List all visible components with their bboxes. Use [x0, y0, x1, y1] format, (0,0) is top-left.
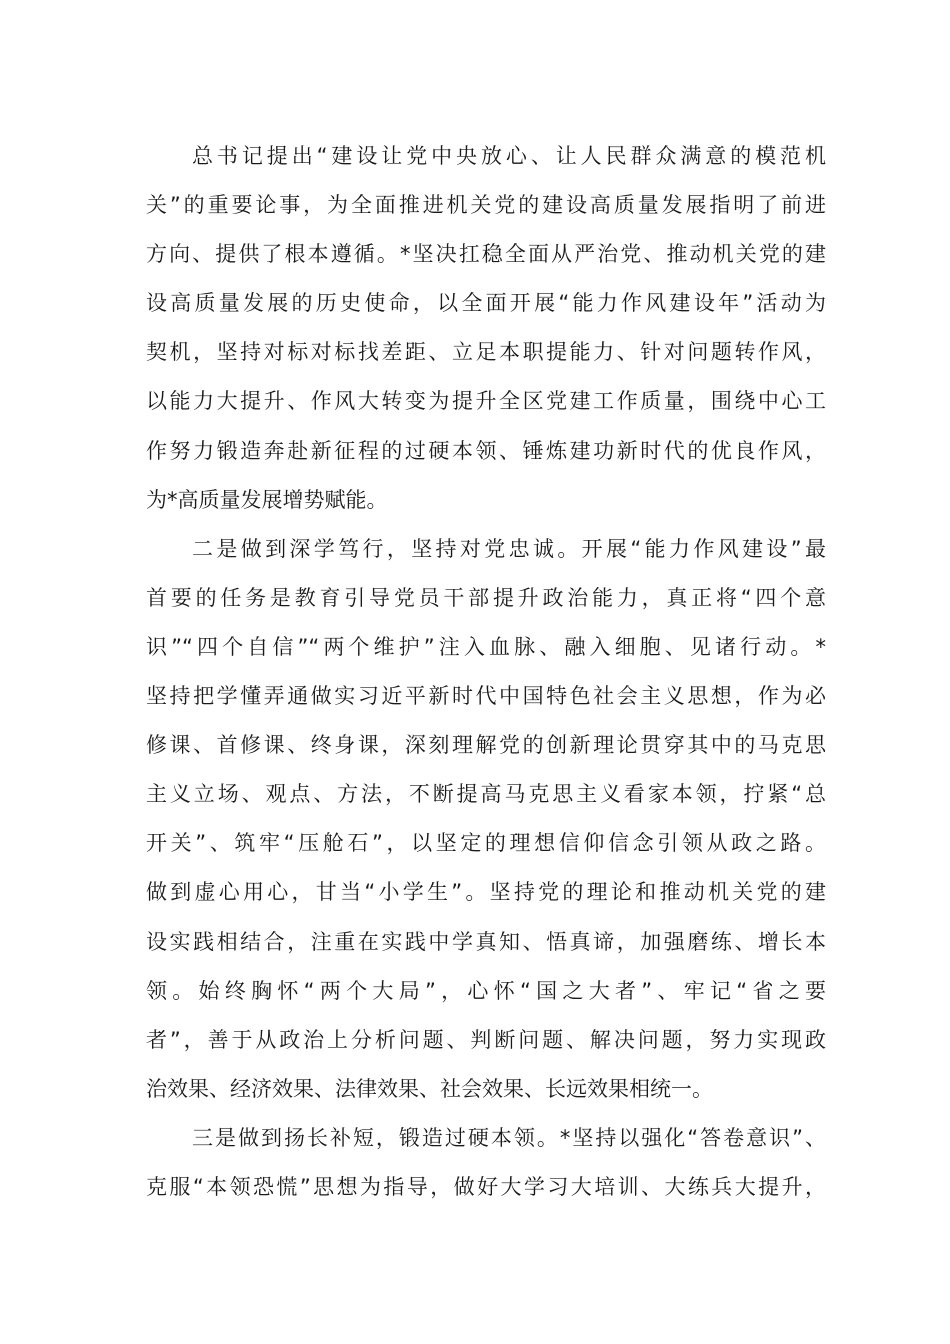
text-line: 方向、提供了根本遵循。*坚决扛稳全面从严治党、推动机关党的建 — [146, 242, 826, 267]
text-line: 作努力锻造奔赴新征程的过硬本领、锤炼建功新时代的优良作风， — [146, 438, 826, 463]
text-line: 三是做到扬长补短，锻造过硬本领。*坚持以强化“答卷意识”、 — [192, 1125, 826, 1150]
text-line: 二是做到深学笃行，坚持对党忠诚。开展“能力作风建设”最 — [192, 536, 826, 561]
text-line: 设实践相结合，注重在实践中学真知、悟真谛，加强磨练、增长本 — [146, 929, 826, 954]
text-line: 修课、首修课、终身课，深刻理解党的创新理论贯穿其中的马克思 — [146, 733, 826, 758]
document-body — [146, 132, 826, 1212]
text-line: 领。始终胸怀“两个大局”，心怀“国之大者”、牢记“省之要 — [146, 978, 826, 1003]
text-line: 识”“四个自信”“两个维护”注入血脉、融入细胞、见诸行动。* — [146, 634, 826, 659]
text-line: 坚持把学懂弄通做实习近平新时代中国特色社会主义思想，作为必 — [146, 684, 826, 709]
text-line: 者”，善于从政治上分析问题、判断问题、解决问题，努力实现政 — [146, 1027, 826, 1052]
text-line: 总书记提出“建设让党中央放心、让人民群众满意的模范机 — [192, 144, 826, 168]
text-line: 为*高质量发展增势赋能。 — [146, 487, 388, 512]
text-line: 做到虚心用心，甘当“小学生”。坚持党的理论和推动机关党的建 — [146, 880, 826, 905]
text-line: 契机，坚持对标对标找差距、立足本职提能力、针对问题转作风， — [146, 340, 826, 365]
text-line: 主义立场、观点、方法，不断提高马克思主义看家本领，拧紧“总 — [146, 782, 826, 807]
text-line: 开关”、筑牢“压舱石”，以坚定的理想信仰信念引领从政之路。 — [146, 831, 826, 856]
text-line: 关”的重要论事，为全面推进机关党的建设高质量发展指明了前进 — [146, 193, 826, 218]
text-line: 设高质量发展的历史使命，以全面开展“能力作风建设年”活动为 — [146, 291, 826, 316]
text-line: 首要的任务是教育引导党员干部提升政治能力，真正将“四个意 — [146, 585, 826, 610]
text-line: 治效果、经济效果、法律效果、社会效果、长远效果相统一。 — [146, 1076, 713, 1101]
text-line: 克服“本领恐慌”思想为指导，做好大学习大培训、大练兵大提升， — [146, 1174, 826, 1199]
text-line: 以能力大提升、作风大转变为提升全区党建工作质量，围绕中心工 — [146, 389, 826, 414]
